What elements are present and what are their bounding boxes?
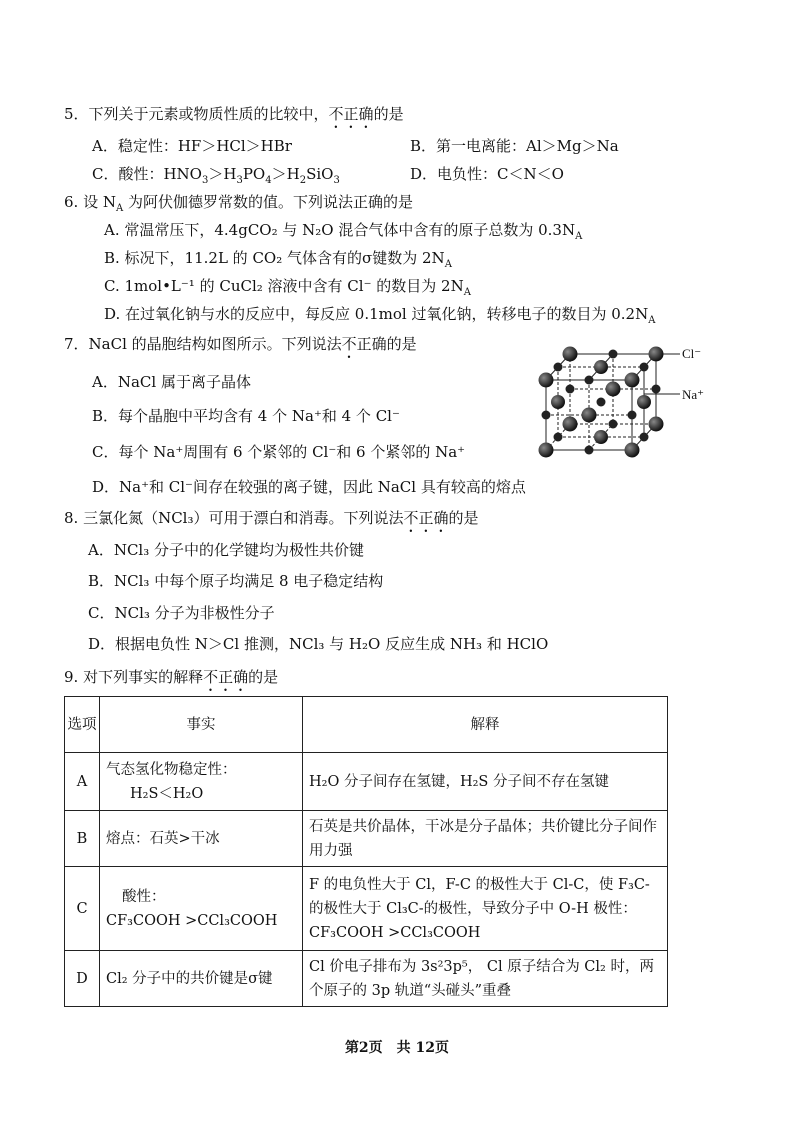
q7-option-c: C．每个 Na⁺周围有 6 个紧邻的 Cl⁻和 6 个紧邻的 Na⁺ bbox=[92, 443, 466, 461]
q6-option-d: D. 在过氧化钠与水的反应中，每反应 0.1mol 过氧化钠，转移电子的数目为 $0.2N_A$ bbox=[104, 305, 656, 326]
q7-option-b: B．每个晶胞中平均含有 4 个 Na⁺和 4 个 Cl⁻ bbox=[92, 407, 400, 425]
q7-option-a: A．NaCl 属于离子晶体 bbox=[92, 373, 251, 391]
q5-option-a: A．稳定性：HF＞HCl＞HBr bbox=[92, 137, 292, 155]
nacl-unit-cell-svg bbox=[530, 338, 720, 468]
row-fact: 熔点：石英>干冰 bbox=[100, 811, 303, 867]
row-explanation: F 的电负性大于 Cl，F-C 的极性大于 Cl-C，使 F₃C-的极性大于 Cl₃C-的极性，导致分子中 O-H 极性：CF₃COOH >CCl₃COOH bbox=[303, 867, 668, 951]
header-option: 选项 bbox=[65, 697, 100, 753]
table-header-row bbox=[65, 697, 668, 753]
table-row bbox=[65, 753, 668, 811]
q7-stem: 7．NaCl 的晶胞结构如图所示。下列说法不正确的是 bbox=[64, 335, 417, 353]
q8-stem: 8. 三氯化氮（NCl₃）可用于漂白和消毒。下列说法不正确的是 bbox=[64, 509, 479, 527]
q8-option-c: C．NCl₃ 分子为非极性分子 bbox=[88, 604, 275, 622]
q6-stem: 6. 设 $N_A$ 为阿伏伽德罗常数的值。下列说法正确的是 bbox=[64, 193, 413, 214]
header-fact: 事实 bbox=[100, 697, 303, 753]
row-explanation: H₂O 分子间存在氢键，H₂S 分子间不存在氢键 bbox=[303, 753, 668, 811]
table-row bbox=[65, 867, 668, 951]
q9-table bbox=[64, 696, 668, 1007]
nacl-unit-cell-figure bbox=[530, 338, 720, 472]
page-footer: 第2页 共 12页 bbox=[344, 1040, 450, 1056]
q6-option-a: A. 常温常压下，4.4gCO₂ 与 N₂O 混合气体中含有的原子总数为 $0.3N_A$ bbox=[104, 221, 583, 242]
label-na: Na⁺ bbox=[682, 387, 705, 402]
row-explanation: 石英是共价晶体，干冰是分子晶体；共价键比分子间作用力强 bbox=[303, 811, 668, 867]
row-option: A bbox=[65, 753, 100, 811]
q9-stem: 9. 对下列事实的解释不正确的是 bbox=[64, 668, 279, 686]
q6-option-b: B. 标况下，11.2L 的 CO₂ 气体含有的σ键数为 $2N_A$ bbox=[104, 249, 452, 270]
q8-option-b: B．NCl₃ 中每个原子均满足 8 电子稳定结构 bbox=[88, 572, 384, 590]
row-option: B bbox=[65, 811, 100, 867]
table-row bbox=[65, 951, 668, 1007]
q8-option-a: A．NCl₃ 分子中的化学键均为极性共价键 bbox=[88, 541, 365, 559]
q6-option-c: C. 1mol•L⁻¹ 的 CuCl₂ 溶液中含有 Cl⁻ 的数目为 $2N_A$ bbox=[104, 277, 471, 298]
table-row bbox=[65, 811, 668, 867]
row-fact: 酸性： CF₃COOH >CCl₃COOH bbox=[100, 867, 303, 951]
q5-option-b: B．第一电离能：Al＞Mg＞Na bbox=[410, 137, 619, 155]
header-explanation: 解释 bbox=[303, 697, 668, 753]
q5-option-d: D．电负性：C＜N＜O bbox=[410, 165, 564, 183]
row-option: D bbox=[65, 951, 100, 1007]
row-explanation: Cl 价电子排布为 3s²3p⁵， Cl 原子结合为 Cl₂ 时，两个原子的 3p 轨道“头碰头”重叠 bbox=[303, 951, 668, 1007]
q5-option-c: C．酸性：$HNO_3>H_3PO_4>H_2SiO_3$ bbox=[92, 165, 340, 186]
row-fact: 气态氢化物稳定性： H₂S＜H₂O bbox=[100, 753, 303, 811]
q7-option-d: D．Na⁺和 Cl⁻间存在较强的离子键，因此 NaCl 具有较高的熔点 bbox=[92, 478, 526, 496]
label-cl: Cl⁻ bbox=[682, 346, 702, 361]
q5-stem: 5．下列关于元素或物质性质的比较中，不正确的是 bbox=[64, 105, 404, 123]
q8-option-d: D．根据电负性 N＞Cl 推测，NCl₃ 与 H₂O 反应生成 NH₃ 和 HClO bbox=[88, 635, 549, 653]
row-fact: Cl₂ 分子中的共价键是σ键 bbox=[100, 951, 303, 1007]
row-option: C bbox=[65, 867, 100, 951]
